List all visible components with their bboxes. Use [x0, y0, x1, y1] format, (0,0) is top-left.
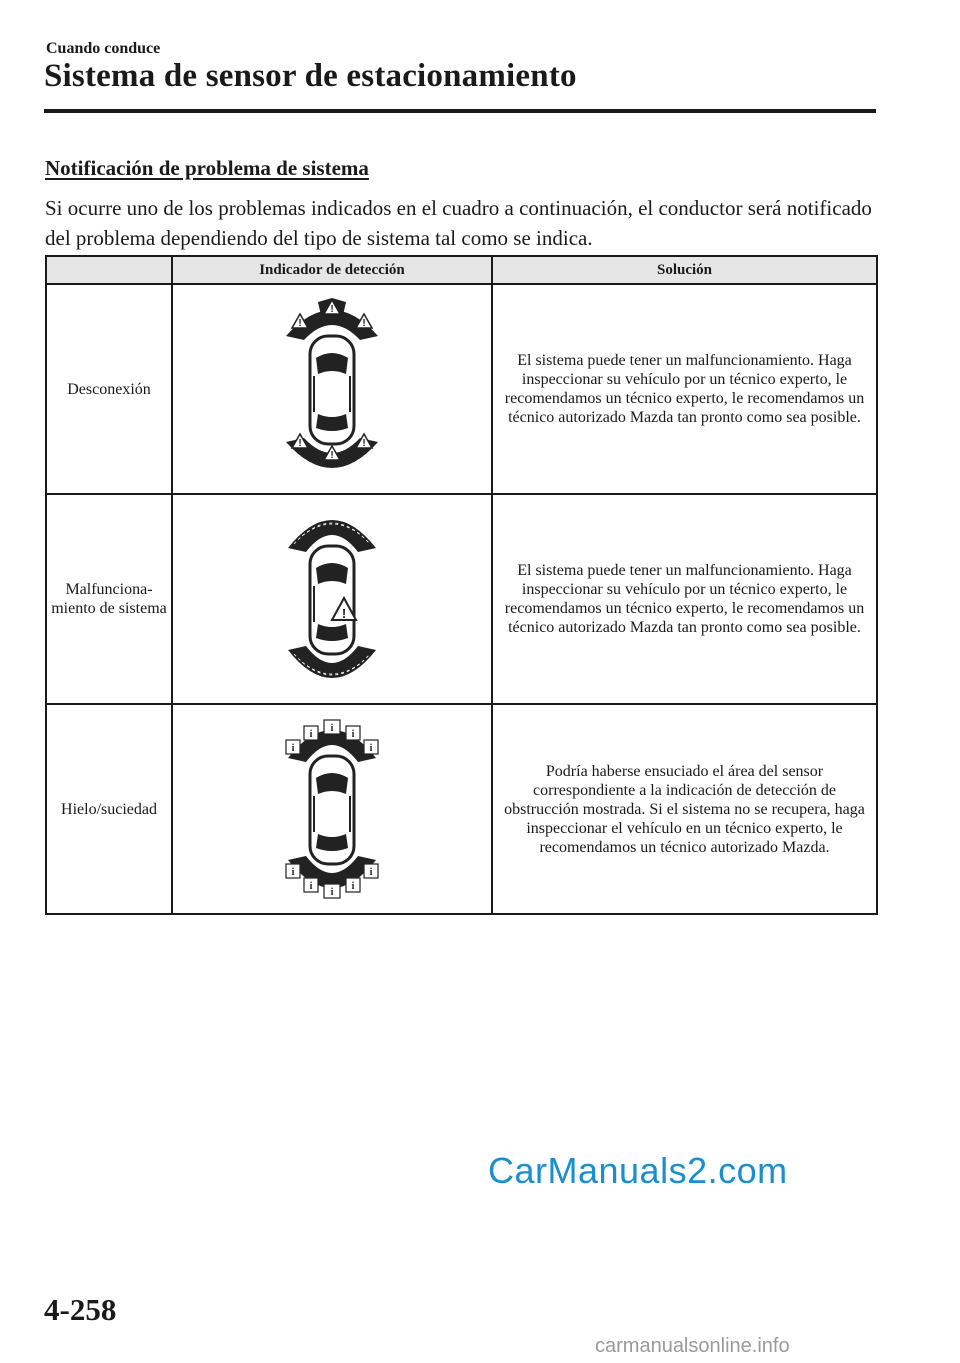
svg-text:!: ! — [330, 304, 334, 315]
condition-cell: Hielo/suciedad — [46, 704, 172, 914]
svg-text:i: i — [369, 867, 373, 878]
car-warning-triangles-icon — [284, 296, 380, 482]
header-indicator: Indicador de detección — [172, 256, 492, 284]
svg-text:!: ! — [330, 450, 334, 461]
svg-text:i: i — [291, 743, 295, 754]
title-divider — [44, 109, 876, 113]
svg-text:i: i — [309, 881, 313, 892]
intro-paragraph: Si ocurre uno de los problemas indicados en el cuadro a continuación, el conductor será notificado del problema dependiendo del tipo de sistema tal como se indica. — [45, 196, 872, 250]
svg-text:!: ! — [298, 438, 302, 449]
page-title: Sistema de sensor de estacionamiento — [44, 58, 577, 94]
table-row — [46, 494, 877, 704]
solution-cell: El sistema puede tener un malfuncionamiento. Haga inspeccionar su vehículo por un técnico experto, le recomendamos un técnico experto, le recomendamos un técnico autorizado Mazda tan pronto como sea posible. — [492, 494, 877, 704]
solution-cell: El sistema puede tener un malfuncionamiento. Haga inspeccionar su vehículo por un técnico experto, le recomendamos un técnico experto, le recomendamos un técnico autorizado Mazda tan pronto como sea posible. — [492, 284, 877, 494]
svg-text:i: i — [330, 887, 334, 898]
watermark-logo: CarManuals2.com — [488, 1150, 788, 1191]
condition-cell: Malfunciona-miento de sistema — [46, 494, 172, 704]
svg-text:!: ! — [298, 318, 302, 329]
indicator-cell — [172, 494, 492, 704]
car-sensor-obstruction-icon — [284, 716, 380, 902]
site-watermark: carmanualsonline.info — [595, 1335, 790, 1357]
solution-cell: Podría haberse ensuciado el área del sensor correspondiente a la indicación de detección de obstrucción mostrada. Si el sistema no se recupera, haga inspeccionar el vehículo en un técnico experto, le recomendamos un técnico autorizado Mazda. — [492, 704, 877, 914]
svg-text:i: i — [309, 729, 313, 740]
svg-text:i: i — [291, 867, 295, 878]
notification-table — [45, 255, 878, 915]
svg-text:i: i — [369, 743, 373, 754]
indicator-cell — [172, 284, 492, 494]
condition-cell: Desconexión — [46, 284, 172, 494]
table-row — [46, 284, 877, 494]
svg-text:!: ! — [362, 438, 366, 449]
indicator-cell — [172, 704, 492, 914]
car-malfunction-warning-icon — [284, 506, 380, 692]
svg-text:!: ! — [341, 606, 347, 621]
svg-text:i: i — [351, 729, 355, 740]
svg-text:i: i — [351, 881, 355, 892]
table-row — [46, 704, 877, 914]
section-heading: Notificación de problema de sistema — [45, 156, 369, 180]
breadcrumb: Cuando conduce — [46, 40, 161, 57]
svg-text:i: i — [330, 723, 334, 734]
header-condition — [46, 256, 172, 284]
table-header-row — [46, 256, 877, 284]
page-number: 4-258 — [44, 1292, 117, 1327]
header-solution: Solución — [492, 256, 877, 284]
svg-text:!: ! — [362, 318, 366, 329]
